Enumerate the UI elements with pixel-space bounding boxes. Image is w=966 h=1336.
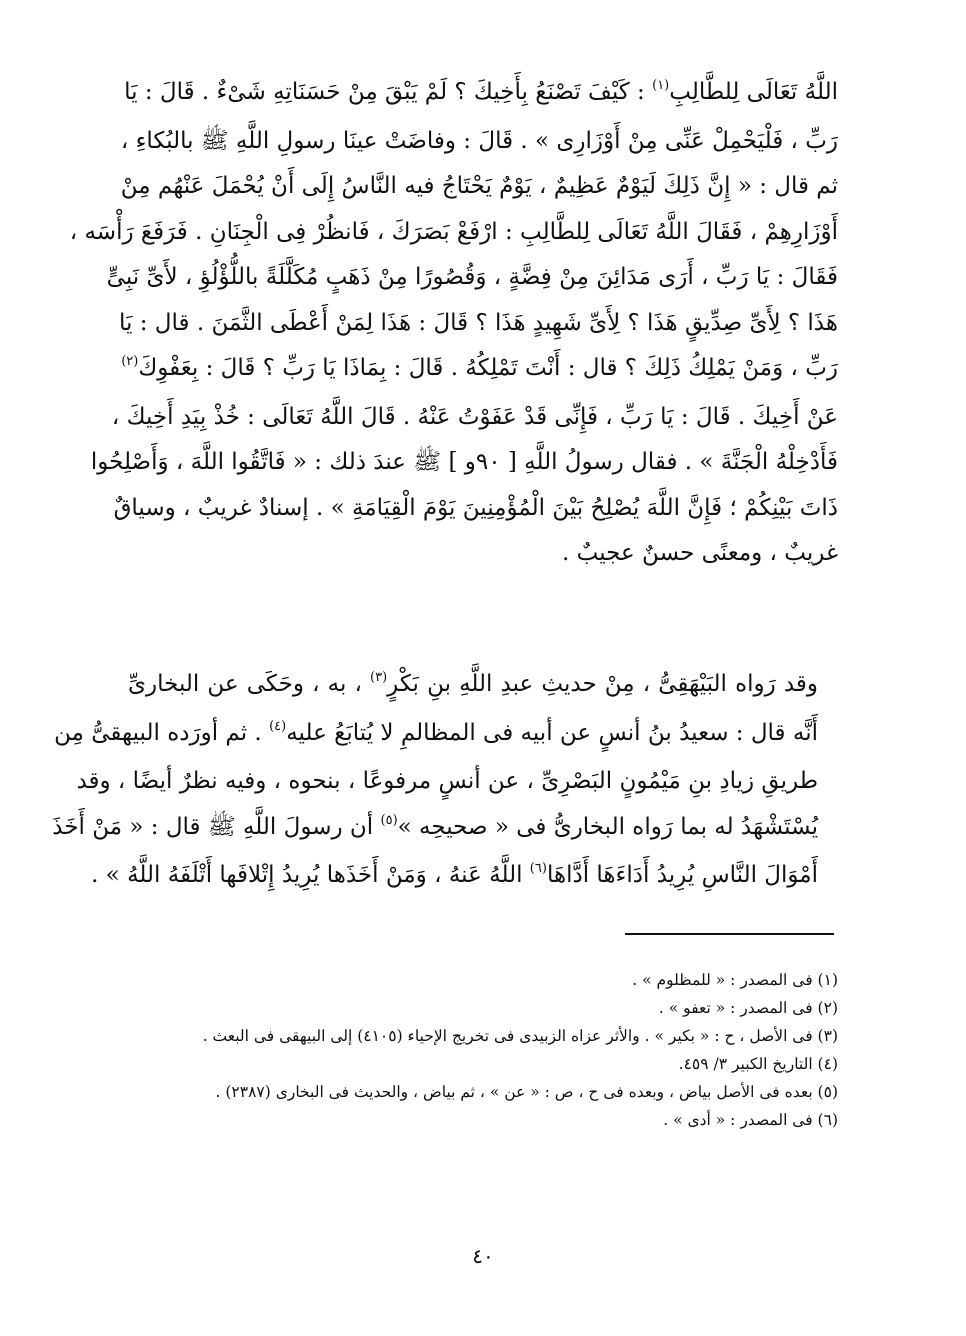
footnote-ref: (٣) (370, 670, 388, 685)
text-line: أَنَّه قال : سعيدُ بنُ أنسٍ عن أبيه فى المظالمِ لا يُتابَعُ عليه$^{(٤)}$ . ثم أورَده البيهقىُّ مِن (54, 718, 818, 746)
footnote-ref: (٥) (380, 812, 398, 828)
footnote-item: (١) فى المصدر : « للمظلوم » . (632, 971, 838, 989)
text-line: ذَاتَ بَيْنِكُمْ ؛ فَإِنَّ اللَّهَ يُصْلِحُ بَيْنَ الْمُؤْمِنِينَ يَوْمَ الْقِيَامَةِ » . إسنادٌ غريبٌ ، وسياقٌ (113, 494, 838, 521)
main-paragraph-2 (52, 662, 838, 902)
page-number: ٤٠ (472, 1244, 494, 1268)
footnote-item: (٦) فى المصدر : « أدى » . (663, 1111, 838, 1129)
footnote-ref: (٦) (529, 861, 547, 876)
text-line: فَأَدْخِلْهُ الْجَنَّةَ » . فقال رسولُ اللَّهِ [ ٩٠و ] ﷺ عندَ ذلك : « فَاتَّقُوا اللَّهَ ، وَأَصْلِحُوا (90, 449, 838, 475)
text-line: غريبٌ ، ومعنًى حسنٌ عجيبٌ . (562, 540, 838, 566)
text-line: رَبِّ ، وَمَنْ يَمْلِكُ ذَلِكَ ؟ قال : أَنْتَ تَمْلِكُهُ . قَالَ : بِمَاذَا يَا رَبِّ ؟ قَالَ : بِعَفْوِكَ$^{(٢)}$ (121, 354, 838, 381)
footnote-item: (٤) التاريخ الكبير ٣/ ٤٥٩. (678, 1055, 838, 1073)
footnote-divider (625, 933, 834, 935)
text-line: اللَّهُ تَعَالَى لِلطَّالِبِ$^{(١)}$ : كَيْفَ تَصْنَعُ بِأَخِيكَ ؟ لَمْ يَبْقَ مِنْ حَسَنَاتِهِ شَىْءٌ . قَالَ : يَا (124, 78, 838, 105)
text-line: هَذَا ؟ لِأَىِّ صِدِّيقٍ هَذَا ؟ لِأَىِّ شَهِيدٍ هَذَا ؟ قَالَ : هَذَا لِمَنْ أَعْطَى الثَّمَنَ . قال : يَا (119, 309, 838, 336)
text-line: فَقَالَ : يَا رَبِّ ، أَرَى مَدَائِنَ مِنْ فِضَّةٍ ، وَقُصُورًا مِنْ ذَهَبٍ مُكَلَّلَةً باللُّؤْلُؤِ ، لأَىِّ نَبِىٍّ (106, 264, 838, 290)
footnote-ref: (٢) (121, 354, 139, 369)
text-line: طريقِ زيادِ بنِ مَيْمُونٍ البَصْرِىِّ ، عن أنسٍ مرفوعًا ، بنحوه ، وفيه نظرٌ أيضًا ، وقد (76, 768, 818, 794)
text-line: رَبِّ ، فَلْيَحْمِلْ عَنِّى مِنْ أَوْزَارِى » . قَالَ : وفاضَتْ عينَا رسولِ اللَّهِ ﷺ بالبُكاءِ ، (120, 127, 838, 154)
text-line: أَوْزَارِهِمْ ، فَقَالَ اللَّهُ تَعَالَى لِلطَّالِبِ : ارْفَعْ بَصَرَكَ ، فَانظُرْ فِى الْجِنَانِ . فَرَفَعَ رَأْسَه ، (69, 218, 838, 245)
footnote-item: (٣) فى الأصل ، ح : « بكير » . والأثر عزاه الزبيدى فى تخريج الإحياء (٤١٠٥) إلى البيهقى فى البعث . (202, 1027, 838, 1045)
main-paragraph-1 (69, 70, 838, 577)
footnotes-section (128, 966, 838, 1134)
text-line: يُسْتَشْهَدُ له بما رَواه البخارىُّ فى « صحيحِه »$^{(٥)}$ أن رسولَ اللَّهِ ﷺ قال : « مَنْ أَخَذَ (52, 812, 818, 840)
text-line: أَمْوَالَ النَّاسِ يُرِيدُ أَدَاءَهَا أَدَّاهَا$^{(٦)}$ اللَّهُ عَنهُ ، وَمَنْ أَخَذَها يُرِيدُ إِتْلافَها أَتْلَفَهُ اللَّهُ » . (91, 861, 818, 888)
text-line: ثم قال : « إِنَّ ذَلِكَ لَيَوْمٌ عَظِيمٌ ، يَوْمٌ يَحْتَاجُ فيه النَّاسُ إِلَى أَنْ يُحْمَلَ عَنْهُم مِنْ (120, 173, 838, 199)
footnote-item: (٥) بعده فى الأصل بياض ، وبعده فى ح ، ص : « عن » ، ثم بياض ، والحديث فى البخارى (٢٣٨٧) . (215, 1083, 838, 1101)
footnote-ref: (١) (652, 78, 670, 93)
footnote-item: (٢) فى المصدر : « تعفو » . (658, 999, 838, 1017)
text-line: عَنْ أَخِيكَ . قَالَ : يَا رَبِّ ، فَإِنِّى قَدْ عَفَوْتُ عَنْهُ . قَالَ اللَّهُ تَعَالَى : خُذْ بِيَدِ أَخِيكَ ، (111, 403, 838, 430)
footnote-ref: (٤) (269, 718, 287, 734)
text-line: وقد رَواه البَيْهَقِىُّ ، مِنْ حديثِ عبدِ اللَّهِ بنِ بَكْرٍ$^{(٣)}$ ، به ، وحَكَى عن البخارىِّ (128, 670, 819, 697)
